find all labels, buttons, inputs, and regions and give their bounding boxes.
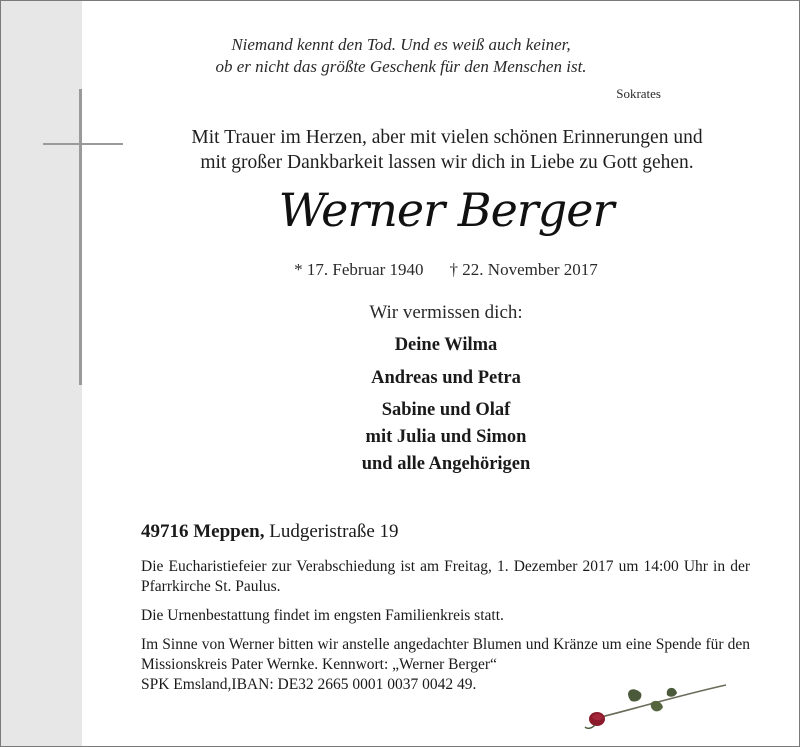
mourner-name: und alle Angehörigen xyxy=(361,454,531,474)
deceased-name: Werner Berger xyxy=(278,183,614,237)
funeral-service-paragraph: Die Eucharistiefeier zur Verabschiedung ist am Freitag, 1. Dezember 2017 um 14:00 Uhr in der Pfarrkirche St. Paulus. xyxy=(141,558,750,595)
family-address xyxy=(141,521,399,543)
cross-icon xyxy=(79,89,82,385)
address-city: 49716 Meppen, xyxy=(141,521,265,542)
birth-date: * 17. Februar 1940 xyxy=(294,260,424,279)
motto-line-2: ob er nicht das größte Geschenk für den Menschen ist. xyxy=(215,57,587,76)
life-dates xyxy=(201,260,691,280)
death-date: † 22. November 2017 xyxy=(449,260,598,279)
bank-details: SPK Emsland,IBAN: DE32 2665 0001 0037 0042 49. xyxy=(141,676,477,693)
rose-icon xyxy=(571,677,731,737)
intro-text xyxy=(121,125,773,175)
motto-author: Sokrates xyxy=(616,86,661,101)
motto-line-1: Niemand kennt den Tod. Und es weiß auch keiner, xyxy=(231,35,571,54)
address-street: Ludgeristraße 19 xyxy=(269,521,399,542)
burial-paragraph: Die Urnenbestattung findet im engsten Familienkreis statt. xyxy=(141,607,504,624)
mourner-name: Andreas und Petra xyxy=(371,368,521,388)
mourner-name: Deine Wilma xyxy=(394,335,498,355)
intro-line-1: Mit Trauer im Herzen, aber mit vielen schönen Erinnerungen und xyxy=(191,127,703,148)
motto-quote xyxy=(161,34,641,78)
left-gray-band xyxy=(1,1,82,746)
donation-paragraph: Im Sinne von Werner bitten wir anstelle angedachter Blumen und Kränze um eine Spende für den Missionskreis Pater Wernke. Kennwort: „Werner Berger“ xyxy=(141,636,750,673)
intro-line-2: mit großer Dankbarkeit lassen wir dich in Liebe zu Gott gehen. xyxy=(200,152,694,173)
mourner-name: Sabine und Olaf xyxy=(381,400,511,420)
cross-icon-crossbar xyxy=(43,143,123,145)
mourner-name: mit Julia und Simon xyxy=(365,427,527,447)
mourners-heading: Wir vermissen dich: xyxy=(369,302,523,323)
